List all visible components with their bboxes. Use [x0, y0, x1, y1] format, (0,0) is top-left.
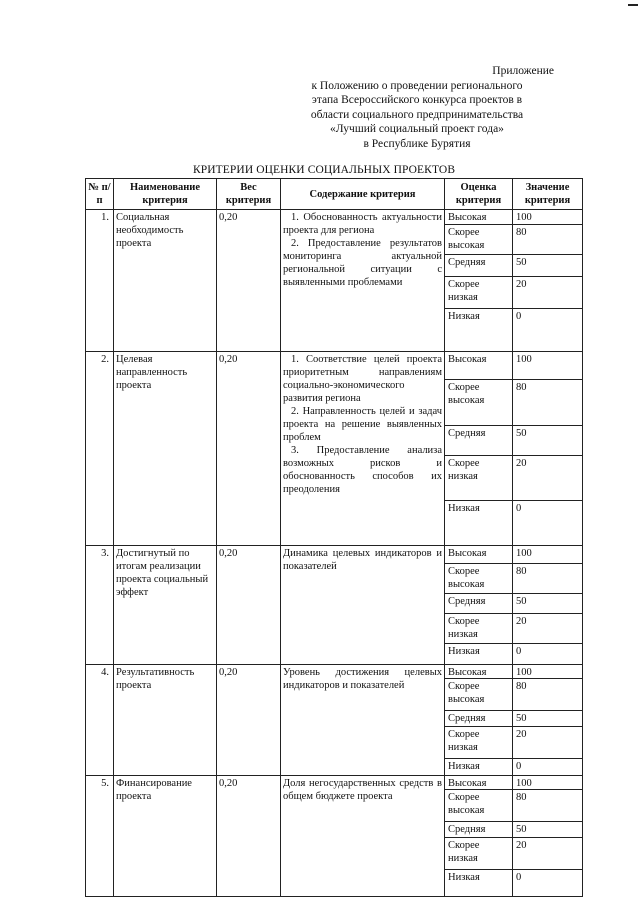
level-label: Высокая: [445, 210, 512, 225]
level-value: 100: [513, 546, 582, 564]
level-value: 20: [513, 456, 582, 501]
table-row: [86, 665, 583, 776]
level-label: Скорее низкая: [445, 277, 512, 309]
appendix-line: области социального предпринимательства: [310, 108, 524, 121]
criterion-weight: 0,20: [217, 210, 281, 352]
level-value: 20: [513, 277, 582, 309]
level-value: 0: [516, 646, 522, 657]
value-cell: [513, 665, 583, 776]
level-value: 80: [513, 564, 582, 594]
header-value: Значение критерия: [513, 179, 583, 210]
level-label: Высокая: [445, 352, 512, 380]
header-level: Оценка критерия: [445, 179, 513, 210]
level-cell: [445, 665, 513, 776]
level-label: Низкая: [448, 646, 480, 657]
level-label: Скорее высокая: [445, 679, 512, 711]
level-cell: [445, 352, 513, 546]
level-value: 20: [513, 727, 582, 759]
table-row: [86, 352, 583, 546]
criterion-content: [281, 776, 445, 897]
level-label: Средняя: [445, 822, 512, 838]
level-label: Низкая: [448, 311, 480, 322]
criterion-content: [281, 210, 445, 352]
level-value: 100: [513, 665, 582, 679]
level-value: 80: [513, 790, 582, 822]
level-value: 0: [516, 872, 522, 883]
level-label: Средняя: [445, 594, 512, 614]
appendix-line: в Республике Бурятия: [363, 137, 471, 150]
level-value: 80: [513, 225, 582, 255]
header-name: Наименование критерия: [114, 179, 217, 210]
appendix-line: этапа Всероссийского конкурса проектов в: [311, 94, 523, 107]
value-cell: [513, 546, 583, 665]
row-number: 4.: [86, 665, 114, 776]
table-header-row: [86, 179, 583, 210]
content-item: 3. Предоставление анализа возможных рисков и обоснованность способов их преодоления: [283, 445, 442, 495]
criterion-content: [281, 352, 445, 546]
level-value: 20: [513, 838, 582, 870]
level-value: 50: [513, 594, 582, 614]
criterion-weight: 0,20: [217, 546, 281, 665]
row-number: 2.: [86, 352, 114, 546]
criterion-weight: 0,20: [217, 776, 281, 897]
content-item: 1. Обоснованность актуальности проекта для региона: [283, 212, 442, 236]
level-label: Скорее низкая: [445, 456, 512, 501]
level-label: Скорее низкая: [445, 838, 512, 870]
appendix-line: Приложение: [492, 65, 554, 77]
row-number: 5.: [86, 776, 114, 897]
level-label: Низкая: [448, 761, 480, 772]
level-value: 50: [513, 255, 582, 277]
level-label: Высокая: [445, 776, 512, 790]
level-label: Скорее высокая: [445, 790, 512, 822]
scan-mark: [628, 4, 638, 6]
level-label: Скорее низкая: [445, 614, 512, 644]
level-value: 80: [513, 679, 582, 711]
content-item: 1. Соответствие целей проекта приоритетным направлениям социально-экономического развития региона: [283, 354, 442, 404]
content-item: Доля негосударственных средств в общем бюджете проекта: [283, 778, 442, 802]
level-value: 50: [513, 822, 582, 838]
content-item: Уровень достижения целевых индикаторов и показателей: [283, 667, 442, 691]
level-label: Низкая: [448, 872, 480, 883]
level-cell: [445, 546, 513, 665]
level-value: 0: [516, 311, 522, 322]
criterion-weight: 0,20: [217, 665, 281, 776]
criterion-content: [281, 546, 445, 665]
level-value: 0: [516, 503, 522, 514]
value-cell: [513, 776, 583, 897]
level-value: 50: [513, 426, 582, 456]
value-cell: [513, 352, 583, 546]
appendix-line: к Положению о проведении регионального: [311, 79, 523, 92]
criterion-name: Результативность проекта: [114, 665, 217, 776]
level-value: 80: [513, 380, 582, 426]
table-row: [86, 546, 583, 665]
header-content: Содержание критерия: [281, 179, 445, 210]
content-item: 2. Направленность целей и задач проекта на решение выявленных проблем: [283, 406, 442, 443]
criteria-table: [85, 178, 583, 897]
criterion-name: Социальная необходимость проекта: [114, 210, 217, 352]
appendix-line: «Лучший социальный проект года»: [330, 123, 504, 136]
level-label: Средняя: [445, 426, 512, 456]
level-value: 100: [513, 352, 582, 380]
level-value: 20: [513, 614, 582, 644]
header-weight: Вес критерия: [217, 179, 281, 210]
level-label: Средняя: [445, 255, 512, 277]
criterion-name: Достигнутый по итогам реализации проекта социальный эффект: [114, 546, 217, 665]
level-value: 50: [513, 711, 582, 727]
page-title: КРИТЕРИИ ОЦЕНКИ СОЦИАЛЬНЫХ ПРОЕКТОВ: [193, 164, 456, 176]
level-label: Скорее низкая: [445, 727, 512, 759]
level-value: 100: [513, 210, 582, 225]
criterion-name: Финансирование проекта: [114, 776, 217, 897]
table-row: [86, 776, 583, 897]
criterion-content: [281, 665, 445, 776]
row-number: 1.: [86, 210, 114, 352]
level-value: 0: [516, 761, 522, 772]
level-label: Высокая: [445, 546, 512, 564]
criterion-name: Целевая направленность проекта: [114, 352, 217, 546]
level-label: Высокая: [445, 665, 512, 679]
level-label: Скорее высокая: [445, 564, 512, 594]
header-num: № п/п: [86, 179, 114, 210]
table-row: [86, 210, 583, 352]
level-cell: [445, 776, 513, 897]
level-value: 100: [513, 776, 582, 790]
level-label: Низкая: [448, 503, 480, 514]
content-item: Динамика целевых индикаторов и показателей: [283, 548, 442, 572]
appendix-block: [262, 64, 572, 152]
level-cell: [445, 210, 513, 352]
row-number: 3.: [86, 546, 114, 665]
criterion-weight: 0,20: [217, 352, 281, 546]
content-item: 2. Предоставление результатов мониторинга актуальной региональной ситуации с выявленными проблемами: [283, 238, 442, 288]
level-label: Скорее высокая: [445, 380, 512, 426]
level-label: Скорее высокая: [445, 225, 512, 255]
level-label: Средняя: [445, 711, 512, 727]
value-cell: [513, 210, 583, 352]
